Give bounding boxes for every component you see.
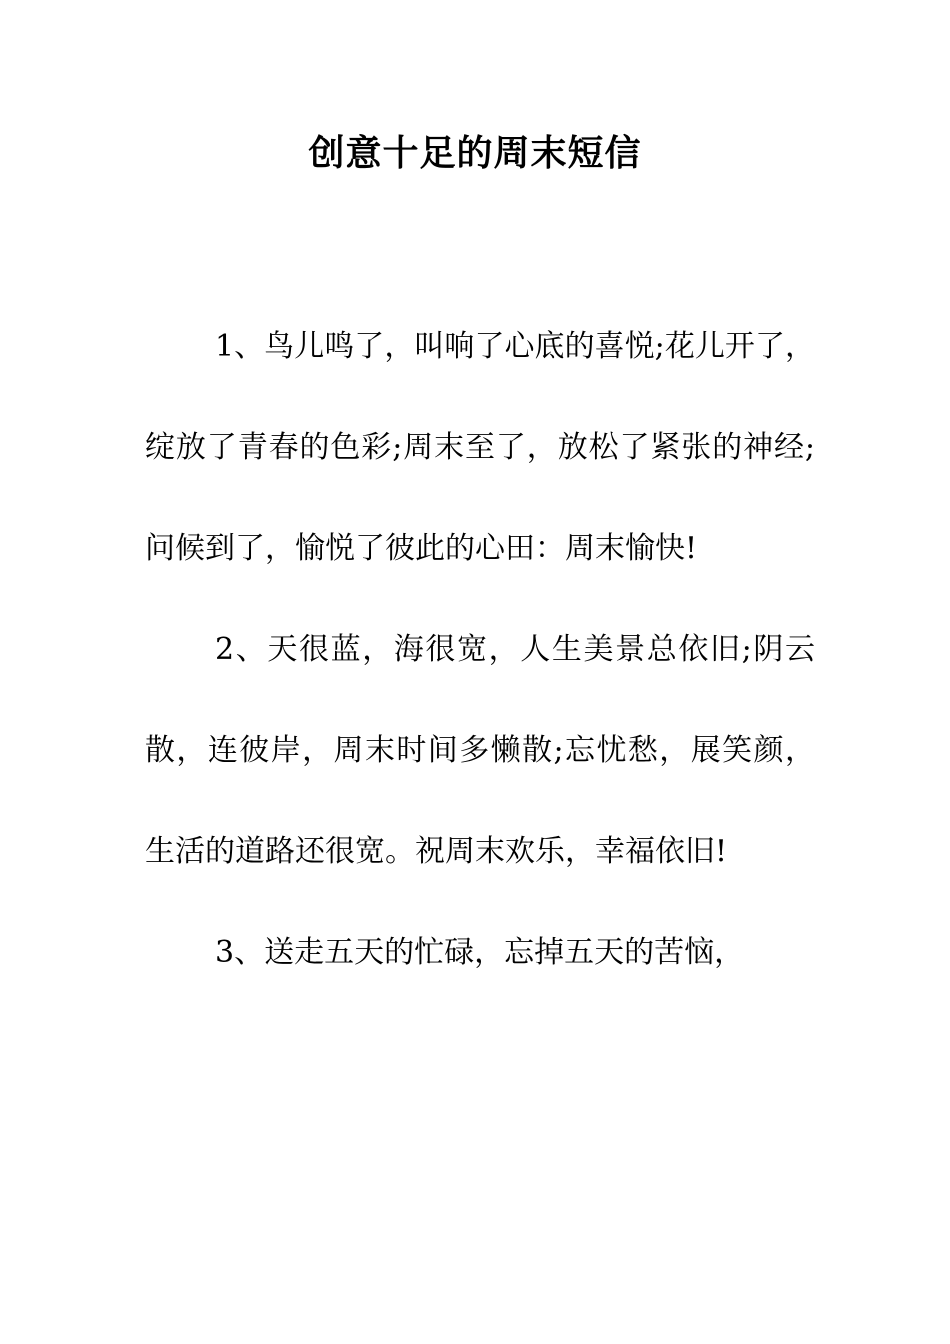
document-title: 创意十足的周末短信	[308, 133, 642, 174]
paragraph-2: 2、天很蓝，海很宽，人生美景总依旧;阴云散，连彼岸，周末时间多懒散;忘忧愁，展笑颜，生活的道路还很宽。祝周末欢乐，幸福依旧!	[145, 632, 815, 869]
paragraph-1: 1、鸟儿鸣了，叫响了心底的喜悦;花儿开了，绽放了青春的色彩;周末至了，放松了紧张的神经;问候到了，愉悦了彼此的心田：周末愉快!	[145, 329, 815, 566]
paragraph-3: 3、送走五天的忙碌，忘掉五天的苦恼，	[215, 935, 745, 970]
document-body	[145, 296, 815, 1003]
